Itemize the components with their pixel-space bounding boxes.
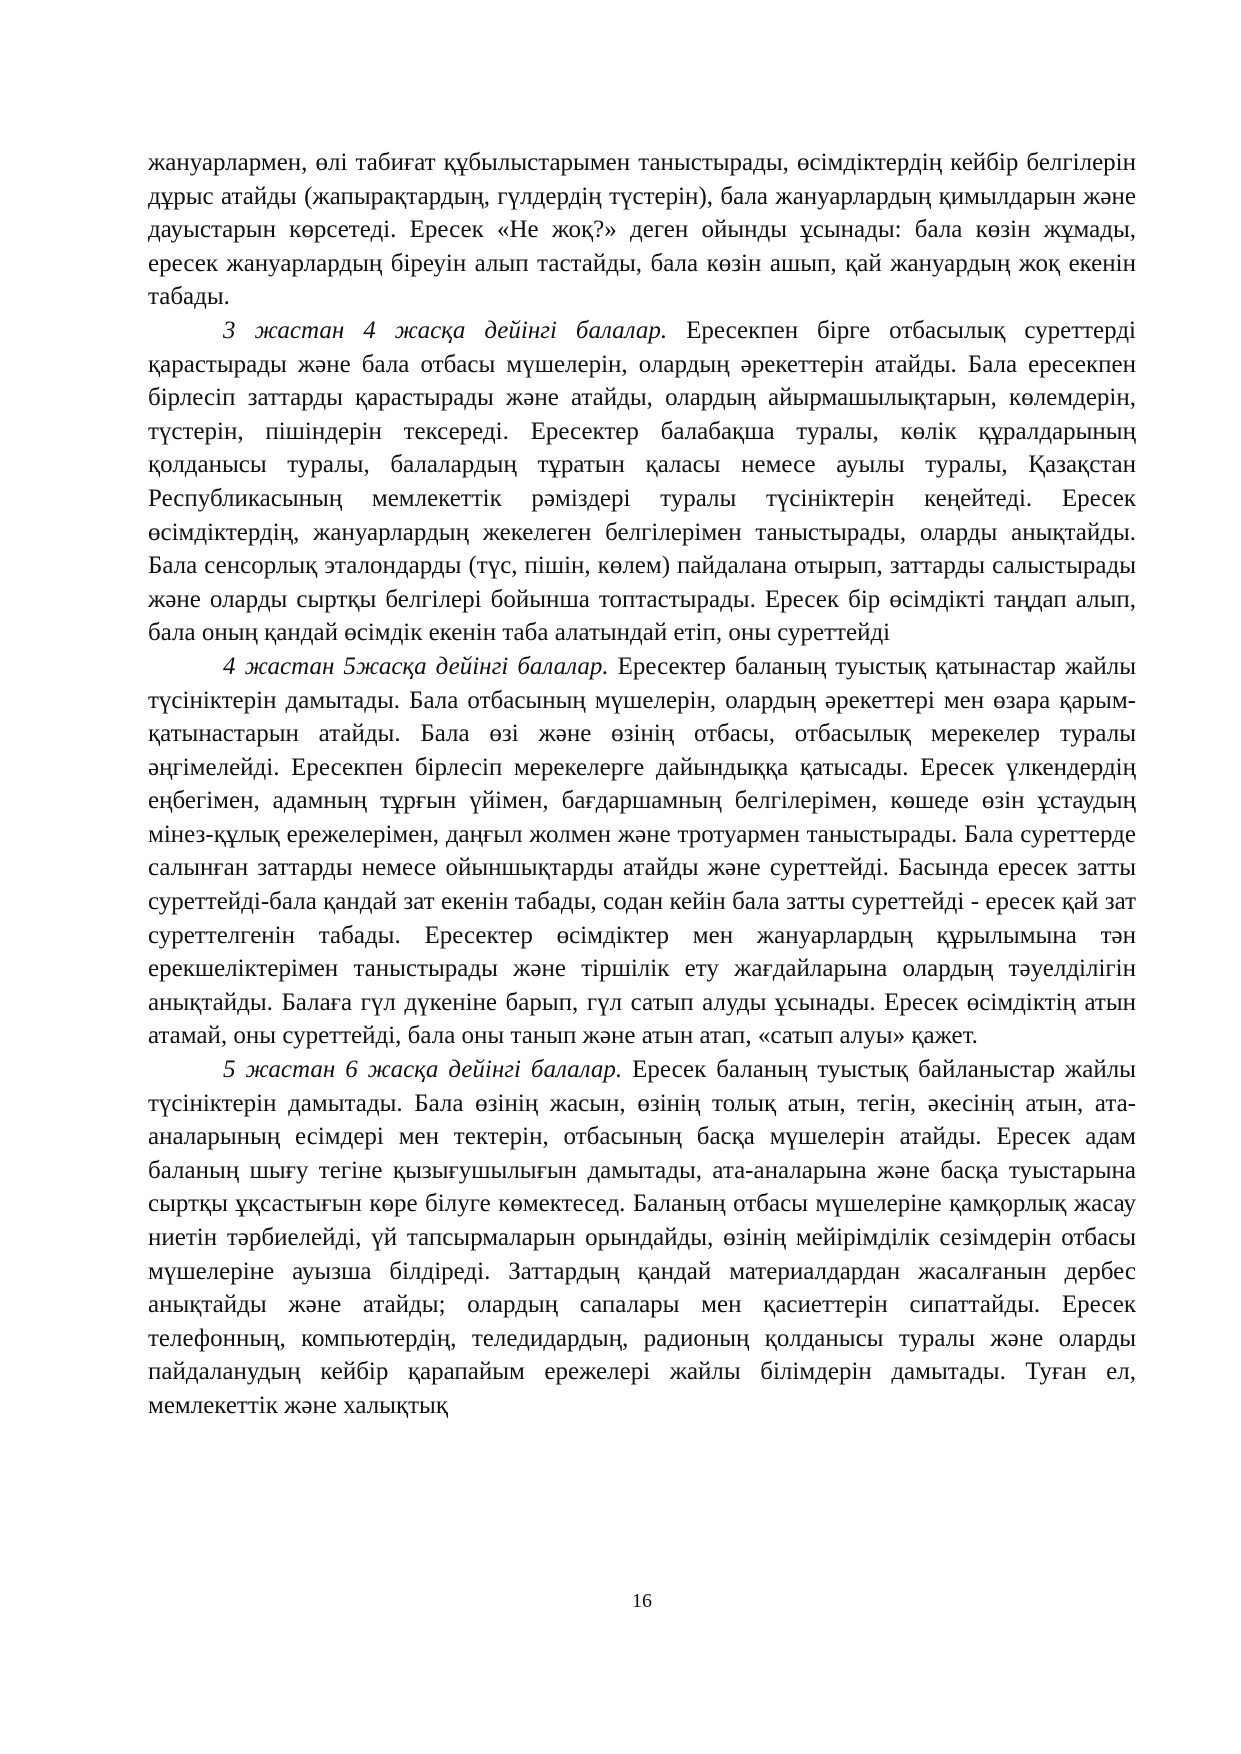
page-number: 16 — [632, 1590, 652, 1612]
paragraph-continuation — [148, 146, 1136, 314]
body-text — [148, 146, 1136, 1423]
paragraph-lead: 5 жастан 6 жасқа дейінгі балалар. — [223, 1056, 623, 1084]
paragraph-text: жануарлармен, өлі табиғат құбылыстарымен таныстырады, өсімдіктердің кейбір белгілерін дұрыс атайды (жапырақтардың, гүлдердің түстерін), бала жануарлардың қимылдарын және дауыстарын көрсетеді. Ересек «Не жоқ?» деген ойынды ұсынады: бала көзін жұмады, ересек жануарлардың біреуін алып тастайды, бала көзін ашып, қай жануардың жоқ екенін табады. — [148, 149, 1136, 311]
paragraph-lead: 4 жастан 5жасқа дейінгі балалар. — [223, 652, 609, 680]
paragraph-text: Ересекпен бірге отбасылық суреттерді қарастырады және бала отбасы мүшелерін, олардың әрекеттерін атайды. Бала ересекпен бірлесіп заттарды қарастырады және атайды, олардың айырмашылықтарын, көлемдерін, түстерін, пішіндерін тексереді. Ересектер балабақша туралы, көлік құралдарының қолданысы туралы, балалардың тұратын қаласы немесе ауылы туралы, Қазақстан Республикасының мемлекеттік рәміздері туралы түсініктерін кеңейтеді. Ересек өсімдіктердің, жануарлардың жекелеген белгілерімен таныстырады, оларды анықтайды. Бала сенсорлық эталондарды (түс, пішін, көлем) пайдалана отырып, заттарды салыстырады және оларды сыртқы белгілері бойынша топтастырады. Ересек бір өсімдікті таңдап алып, бала оның қандай өсімдік екенін таба алатындай етіп, оны суреттейді — [148, 316, 1136, 647]
paragraph-text: Ересектер баланың туыстық қатынастар жайлы түсініктерін дамытады. Бала отбасының мүшелерін, олардың әрекеттері мен өзара қарым-қатынастарын атайды. Бала өзі және өзінің отбасы, отбасылық мерекелер туралы әңгімелейді. Ересекпен бірлесіп мерекелерге дайындыққа қатысады. Ересек үлкендердің еңбегімен, адамның тұрғын үйімен, бағдаршамның белгілерімен, көшеде өзін ұстаудың мінез-құлық ережелерімен, даңғыл жолмен және тротуармен таныстырады. Бала суреттерде салынған заттарды немесе ойыншықтарды атайды және суреттейді. Басында ересек затты суреттейді-бала қандай зат екенін табады, содан кейін бала затты суреттейді - ересек қай зат суреттелгенін табады. Ересектер өсімдіктер мен жануарлардың құрылымына тән ерекшеліктерімен таныстырады және тіршілік ету жағдайларына олардың тәуелділігін анықтайды. Балаға гүл дүкеніне барып, гүл сатып алуды ұсынады. Ересек өсімдіктің атын атамай, оны суреттейді, бала оны танып және атын атап, «сатып алуы» қажет. — [148, 652, 1136, 1050]
paragraph-age-3-4 — [148, 314, 1136, 650]
paragraph-age-4-5 — [148, 650, 1136, 1053]
paragraph-lead: 3 жастан 4 жасқа дейінгі балалар. — [223, 316, 668, 344]
document-page — [148, 146, 1136, 1706]
paragraph-text: Ересек баланың туыстық байланыстар жайлы түсініктерін дамытады. Бала өзінің жасын, өзінің толық атын, тегін, әкесінің атын, ата-аналарының есімдері мен тектерін, отбасының басқа мүшелерін атайды. Ересек адам баланың шығу тегіне қызығушылығын дамытады, ата-аналарына және басқа туыстарына сыртқы ұқсастығын көре білуге көмектесед. Баланың отбасы мүшелеріне қамқорлық жасау ниетін тәрбиелейді, үй тапсырмаларын орындайды, өзінің мейірімділік сезімдерін отбасы мүшелеріне ауызша білдіреді. Заттардың қандай материалдардан жасалғанын дербес анықтайды және атайды; олардың сапалары мен қасиеттерін сипаттайды. Ересек телефонның, компьютердің, теледидардың, радионың қолданысы туралы және оларды пайдаланудың кейбір қарапайым ережелері жайлы білімдерін дамытады. Туған ел, мемлекеттік және халықтық — [148, 1056, 1136, 1419]
paragraph-age-5-6 — [148, 1053, 1136, 1423]
